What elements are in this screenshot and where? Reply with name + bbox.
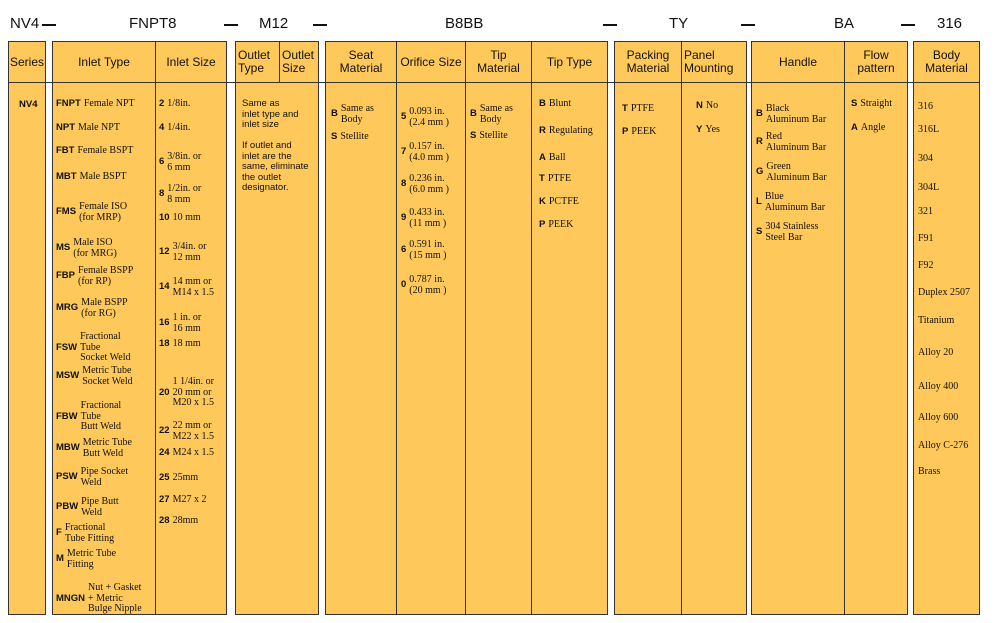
header-tip-type: Tip Type [546,54,593,69]
inlet-size-option [159,421,229,442]
inlet-size-option [159,339,229,350]
inlet-type-option [56,523,156,544]
option-description: 1/2in. or 8 mm [167,183,202,205]
inlet-type-option [56,497,156,518]
code-body: 316 [937,15,963,32]
body-material-option [918,467,980,478]
option-code: B [331,108,338,120]
body-material-option [918,382,980,393]
inlet-size-option [159,495,229,506]
option-code: A [851,122,858,133]
option-code: L [756,196,762,208]
option-description: Same as Body [479,103,513,125]
option-description: Regulating [548,125,593,136]
orifice-size-option [401,174,465,195]
option-code: FSW [56,341,78,353]
option-code: B [756,108,763,120]
seat-material-column [325,41,397,615]
option-description: Pipe Butt Weld [81,496,119,518]
inlet-size-option [159,377,229,409]
option-description: 3/8in. or 6 mm [167,151,202,173]
option-code: MRG [56,302,79,314]
option-description: No [705,100,719,111]
option-code: 2 [159,98,165,109]
option-code: 24 [159,447,170,458]
handle-option [756,162,844,183]
tip-material-option [470,104,532,125]
flow-pattern-option [851,99,908,110]
option-description: M27 x 2 [172,494,207,505]
option-description: 3/4in. or 12 mm [172,241,207,263]
option-code: N [696,100,703,111]
option-code: MBW [56,442,80,454]
inlet-type-option [56,238,156,259]
option-description: Alloy C-276 [918,440,969,451]
code-series: NV4 [10,15,40,32]
option-description: Alloy 400 [918,381,959,392]
option-code: FBP [56,270,75,282]
option-description: Same as Body [340,103,374,125]
option-description: 304 [918,153,933,164]
code-dash [224,24,238,26]
option-code: F [56,527,62,539]
option-description: 316 [918,101,933,112]
body-material-option [918,234,980,245]
header-orifice-size: Orifice Size [400,54,462,69]
body-material-option [918,261,980,272]
option-code: 5 [401,111,407,123]
code-outlet: M12 [259,15,289,32]
option-code: 0 [401,279,407,291]
option-code: 8 [159,188,165,200]
option-description: 304L [918,182,940,193]
option-description: 0.433 in. (11 mm ) [409,207,447,229]
option-description: Male BSPP (for RG) [81,297,128,319]
option-description: 28mm [172,515,199,526]
body-material-option [918,102,980,113]
option-description: Straight [860,98,893,109]
option-description: Duplex 2507 [918,287,970,298]
code-dash [603,24,617,26]
header-inlet-size: Inlet Size [166,54,216,69]
inlet-type-option [56,266,156,287]
option-description: 1 1/4in. or 20 mm or M20 x 1.5 [172,376,214,408]
option-code: 25 [159,472,170,483]
header-flow-pattern: Flow pattern [857,48,895,75]
option-description: 0.236 in. (6.0 mm ) [409,173,450,195]
option-code: 14 [159,281,170,293]
inlet-size-option [159,184,229,205]
orifice-size-option [401,142,465,163]
option-description: 304 Stainless Steel Bar [765,221,819,243]
option-description: 18 mm [172,338,201,349]
inlet-type-option [56,583,156,615]
panel-mounting-option [696,125,746,136]
inlet-type-option [56,202,156,223]
option-code: 28 [159,515,170,526]
inlet-size-option [159,448,229,459]
option-description: Male NPT [78,122,120,133]
option-code: MS [56,242,71,254]
panel-mounting-option [696,101,746,112]
tip-type-option [539,99,607,110]
option-description: 0.157 in. (4.0 mm ) [409,141,450,163]
code-dash [741,24,755,26]
option-description: Female ISO (for MRP) [79,201,128,223]
inlet-type-option [56,332,156,364]
option-code: 18 [159,338,170,349]
header-outlet-type: Outlet Type [238,48,271,75]
option-code: MBT [56,171,77,182]
option-code: 12 [159,246,170,258]
option-description: Black Aluminum Bar [765,103,827,125]
option-description: Angle [860,122,886,133]
option-description: Fractional Tube Fitting [64,522,115,544]
orifice-size-option [401,275,465,296]
packing-material-option [622,127,680,138]
option-code: S [756,226,763,238]
option-code: A [539,152,546,163]
option-description: Metric Tube Fitting [66,548,117,570]
option-code: NPT [56,122,75,133]
option-description: Blunt [548,98,572,109]
option-description: Female BSPT [77,145,134,156]
option-code: K [539,196,546,207]
header-inlet-type: Inlet Type [78,54,130,69]
option-code: P [622,126,629,137]
option-code: MSW [56,370,80,382]
option-description: F91 [918,233,934,244]
code-dash [313,24,327,26]
orifice-size-option [401,240,465,261]
header-panel-mounting: Panel Mounting [684,48,734,75]
option-description: 25mm [172,472,199,483]
code-seat-orifice-tip: B8BB [445,15,484,32]
outlet-note: Same as inlet type and inlet size If outlet and inlet are the same, eliminate the outlet designator. [242,98,309,193]
option-description: 1/4in. [167,122,191,133]
option-code: 7 [401,146,407,158]
header-tip-material: Tip Material [477,48,520,75]
inlet-size-option [159,152,229,173]
header-seat-material: Seat Material [339,48,383,75]
option-code: 10 [159,212,170,223]
body-material-option [918,413,980,424]
option-description: 1/8in. [167,98,191,109]
inlet-type-option [56,298,156,319]
option-code: T [539,173,545,184]
series-code: NV4 [19,99,38,110]
inlet-size-option [159,277,229,298]
option-description: PTFE [547,173,572,184]
option-description: Female NPT [83,98,135,109]
header-body-material: Body Material [925,48,968,75]
option-description: Female BSPP (for RP) [78,265,134,287]
body-material-option [918,125,980,136]
option-code: 22 [159,425,170,437]
option-code: 16 [159,317,170,329]
header-outlet-size: Outlet Size [282,48,315,75]
option-description: Male ISO (for MRG) [73,237,117,259]
inlet-type-option [56,401,156,433]
option-description: 316L [918,124,940,135]
tip-type-option [539,220,607,231]
inlet-size-option [159,242,229,263]
handle-option [756,222,844,243]
seat-material-option [331,132,395,143]
seat-material-option [331,104,395,125]
tip-type-option [539,126,607,137]
option-description: Yes [705,124,720,135]
option-code: B [539,98,546,109]
orifice-size-option [401,107,465,128]
body-material-option [918,288,980,299]
option-description: Stellite [479,130,508,141]
inlet-type-option [56,366,156,387]
inlet-type-option [56,467,156,488]
option-code: 27 [159,494,170,505]
body-material-option [918,316,980,327]
body-material-option [918,154,980,165]
option-code: 20 [159,386,170,398]
option-code: R [539,125,546,136]
option-code: 9 [401,212,407,224]
inlet-type-option [56,172,156,183]
option-description: Alloy 600 [918,412,959,423]
inlet-size-option [159,213,229,224]
option-description: Metric Tube Butt Weld [82,437,132,459]
option-description: Metric Tube Socket Weld [82,365,133,387]
option-description: 1 in. or 16 mm [172,312,202,334]
inlet-type-option [56,549,156,570]
inlet-size-option [159,99,229,110]
inlet-type-option [56,146,156,157]
tip-material-column [465,41,532,615]
option-description: Titanium [918,315,955,326]
option-code: S [470,130,477,141]
inlet-size-option [159,473,229,484]
option-code: P [539,219,546,230]
inlet-type-option [56,123,156,134]
body-material-option [918,441,980,452]
option-description: PEEK [631,126,657,137]
option-code: 6 [159,156,165,168]
tip-type-option [539,197,607,208]
inlet-type-option [56,99,156,110]
option-description: Brass [918,466,941,477]
option-code: S [331,131,338,142]
code-handle-flow: BA [834,15,855,32]
option-code: 8 [401,178,407,190]
option-code: 6 [401,244,407,256]
option-description: F92 [918,260,934,271]
code-packing-panel: TY [669,15,689,32]
option-description: Red Aluminum Bar [765,131,827,153]
inlet-size-option [159,313,229,334]
option-code: PSW [56,471,78,483]
inlet-size-option [159,123,229,134]
body-material-option [918,183,980,194]
option-description: PTFE [630,103,655,114]
option-description: Fractional Tube Butt Weld [80,400,122,432]
option-code: T [622,103,628,114]
handle-column [751,41,845,615]
option-description: M24 x 1.5 [172,447,214,458]
option-description: 22 mm or M22 x 1.5 [172,420,214,442]
inlet-size-option [159,516,229,527]
option-description: Stellite [340,131,369,142]
option-description: Pipe Socket Weld [80,466,129,488]
tip-material-option [470,131,532,142]
option-code: FNPT [56,98,81,109]
code-inlet: FNPT8 [129,15,177,32]
orifice-size-option [401,208,465,229]
option-code: FBT [56,145,75,156]
option-description: 0.093 in. (2.4 mm ) [409,106,450,128]
option-code: B [470,108,477,120]
option-code: MNGN [56,592,86,604]
tip-type-option [539,174,607,185]
option-code: PBW [56,501,79,513]
option-description: Fractional Tube Socket Weld [80,331,131,363]
option-description: 10 mm [172,212,201,223]
option-code: FMS [56,206,77,218]
option-code: FBW [56,410,78,422]
inlet-type-option [56,438,156,459]
option-code: R [756,136,763,148]
flow-pattern-option [851,123,908,134]
option-description: Alloy 20 [918,347,954,358]
header-divider [8,82,980,83]
body-material-option [918,207,980,218]
option-description: Nut + Gasket + Metric Bulge Nipple [88,582,142,614]
handle-option [756,132,844,153]
header-handle: Handle [778,54,818,69]
code-dash [42,24,56,26]
option-description: Ball [548,152,566,163]
option-code: Y [696,124,703,135]
option-description: 321 [918,206,933,217]
code-dash [901,24,915,26]
header-packing-material: Packing Material [626,48,670,75]
option-description: 0.591 in. (15 mm ) [409,239,447,261]
tip-type-option [539,153,607,164]
option-code: S [851,98,858,109]
option-code: M [56,553,64,565]
series-column [8,41,46,615]
option-description: PEEK [548,219,574,230]
option-code: 4 [159,122,165,133]
option-code: G [756,166,764,178]
option-description: 0.787 in. (20 mm ) [409,274,447,296]
option-description: 14 mm or M14 x 1.5 [172,276,214,298]
option-description: Male BSPT [79,171,127,182]
handle-option [756,104,844,125]
packing-material-option [622,104,680,115]
body-material-option [918,348,980,359]
option-description: PCTFE [548,196,579,207]
handle-option [756,192,844,213]
option-description: Green Aluminum Bar [766,161,827,183]
option-description: Blue Aluminum Bar [764,191,826,213]
header-series: Series [9,54,44,69]
